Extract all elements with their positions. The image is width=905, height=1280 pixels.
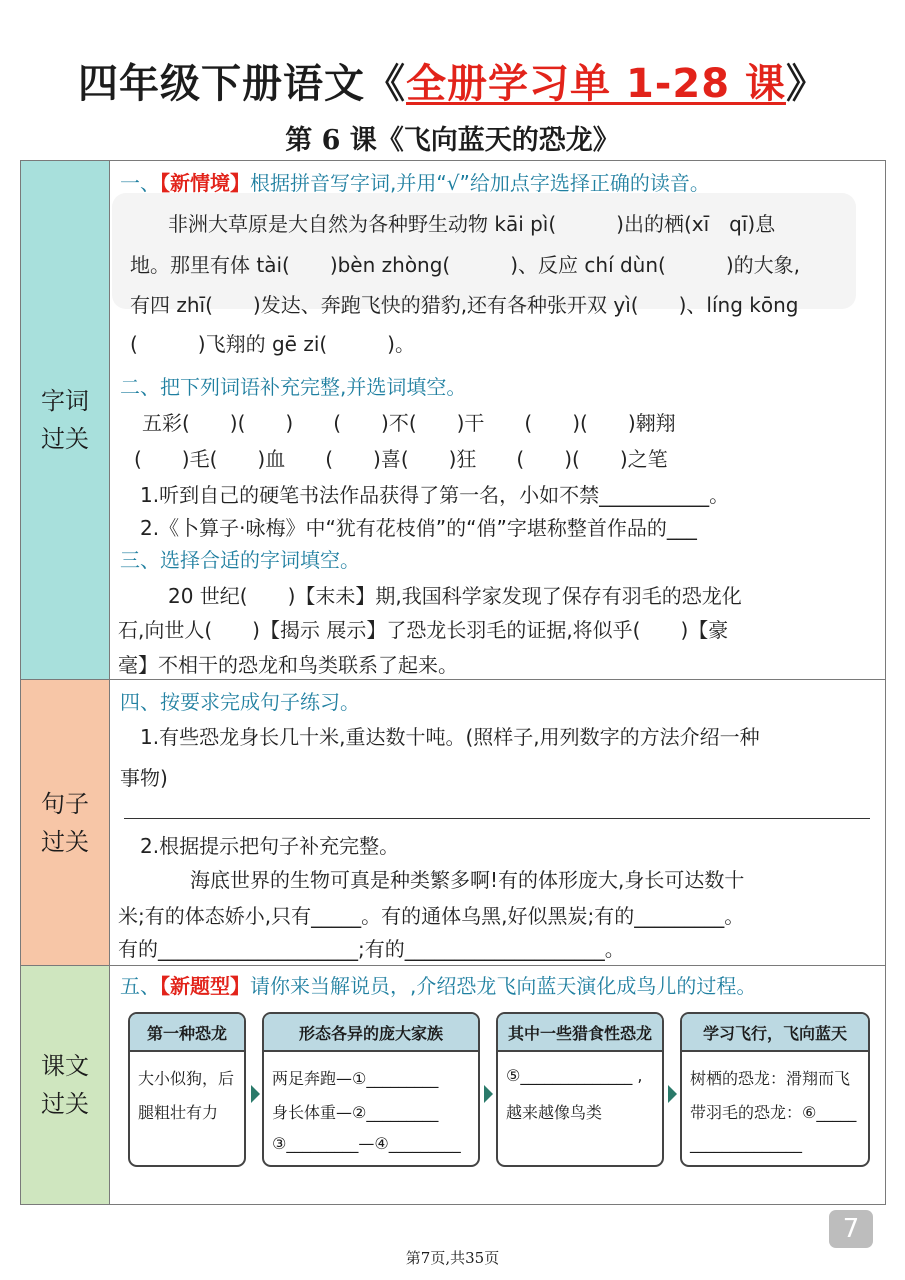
page-footer: 第7页,共35页 [405, 1249, 500, 1267]
answer-line [124, 818, 870, 819]
q2-word-row: 五彩( )( ) ( )不( )干 ( )( )翱翔 [142, 411, 676, 435]
title-prefix: 四年级下册语文《 [78, 61, 407, 107]
sidebar-cell-sentences [21, 680, 109, 966]
flow-box-line: 腿粗壮有力 [138, 1103, 219, 1122]
flow-box-line: 带羽毛的恐龙：⑥_____ [690, 1103, 857, 1122]
q4-sentence: 1.有些恐龙身长几十米,重达数十吨。(照样子,用列数字的方法介绍一种 [140, 725, 760, 749]
page-number-badge: 7 [829, 1210, 873, 1248]
flow-box-line: 身长体重—②_________ [272, 1103, 439, 1122]
row-divider [109, 965, 885, 966]
q5-heading [120, 970, 756, 999]
flow-box-header: 其中一些猎食性恐龙 [498, 1014, 662, 1052]
flow-box-line: 树栖的恐龙：滑翔而飞 [690, 1069, 851, 1088]
q2-heading: 二、把下列词语补充完整,并选词填空。 [120, 375, 467, 399]
q3-heading: 三、选择合适的字词填空。 [120, 548, 360, 572]
flow-box-first-dinosaur [128, 1012, 246, 1167]
sidebar-cell-words [21, 161, 109, 680]
lesson-subtitle: 第 6 课《飞向蓝天的恐龙》 [285, 125, 620, 156]
column-divider [109, 161, 110, 1204]
title-highlight: 全册学习单 1-28 课 [406, 61, 786, 107]
q1-tag: 【新情境】 [160, 171, 250, 195]
title-suffix: 》 [785, 61, 827, 107]
q4-heading: 四、按要求完成句子练习。 [120, 690, 360, 714]
flow-arrow-icon [668, 1085, 677, 1103]
flow-box-header: 学习飞行，飞向蓝天 [682, 1014, 868, 1052]
flow-box-line: ______________ [690, 1134, 802, 1153]
q1-line: 非洲大草原是大自然为各种野生动物 kāi pì( )出的栖(xī qī)息 [168, 212, 776, 236]
sidebar-label-text: 课文过关 [41, 1052, 89, 1118]
q1-heading [120, 167, 710, 196]
q2-word-row: ( )毛( )血 ( )喜( )狂 ( )( )之笔 [134, 447, 668, 471]
row-divider [109, 679, 885, 680]
flow-box-line: 大小似狗，后 [138, 1069, 235, 1088]
q1-instruction: 根据拼音写字词,并用“√”给加点字选择正确的读音。 [250, 171, 710, 195]
q4-paragraph: 海底世界的生物可真是种类繁多啊!有的体形庞大,身长可达数十 [190, 868, 745, 892]
q5-tag: 【新题型】 [160, 974, 250, 998]
q1-line: 有四 zhī( )发达、奔跑飞快的猎豹,还有各种张开双 yì( )、líng kōng [130, 293, 799, 317]
flow-box-line: ⑤______________ , [506, 1066, 643, 1085]
q3-line: 20 世纪( )【末未】期,我国科学家发现了保存有羽毛的恐龙化 [168, 584, 742, 608]
sidebar-cell-text [21, 966, 109, 1204]
q1-number: 一、 [120, 171, 160, 195]
q4-paragraph: 有的____________________;有的____________________。 [118, 937, 625, 961]
flow-box-large-family [262, 1012, 480, 1167]
sidebar-label-sentences: 句子过关 [41, 789, 89, 856]
q3-line: 石,向世人( )【揭示 展示】了恐龙长羽毛的证据,将似乎( )【豪 [118, 618, 729, 642]
q5-instruction: 请你来当解说员，,介绍恐龙飞向蓝天演化成鸟儿的过程。 [250, 974, 757, 998]
q2-sentence: 2.《卜算子·咏梅》中“犹有花枝俏”的“俏”字堪称整首作品的___ [140, 516, 697, 540]
q1-line: 地。那里有体 tài( )bèn zhòng( )、反应 chí dùn( )的大象, [130, 253, 800, 277]
q2-sentence: 1.听到自己的硬笔书法作品获得了第一名，小如不禁___________。 [140, 483, 730, 507]
flow-box-header: 形态各异的庞大家族 [264, 1014, 478, 1052]
q4-sentence: 事物) [120, 766, 168, 790]
flow-arrow-icon [484, 1085, 493, 1103]
page-title [0, 52, 905, 109]
sidebar-label-words: 字词过关 [41, 387, 89, 453]
flow-arrow-icon [251, 1085, 260, 1103]
flow-box-learn-to-fly [680, 1012, 870, 1167]
flow-box-line: ③_________—④_________ [272, 1134, 461, 1153]
flow-box-header: 第一种恐龙 [130, 1014, 244, 1052]
flow-box-line: 越来越像鸟类 [506, 1103, 603, 1122]
q4-paragraph: 米;有的体态娇小,只有_____。有的通体乌黑,好似黑炭;有的_________。 [118, 904, 745, 928]
flow-box-line: 两足奔跑—①_________ [272, 1069, 439, 1088]
q3-line: 毫】不相干的恐龙和鸟类联系了起来。 [118, 653, 458, 677]
q4-sentence: 2.根据提示把句子补充完整。 [140, 834, 400, 858]
flow-box-predatory [496, 1012, 664, 1167]
q5-number: 五、 [120, 974, 160, 998]
q1-line: ( )飞翔的 gē zi( )。 [130, 332, 415, 356]
